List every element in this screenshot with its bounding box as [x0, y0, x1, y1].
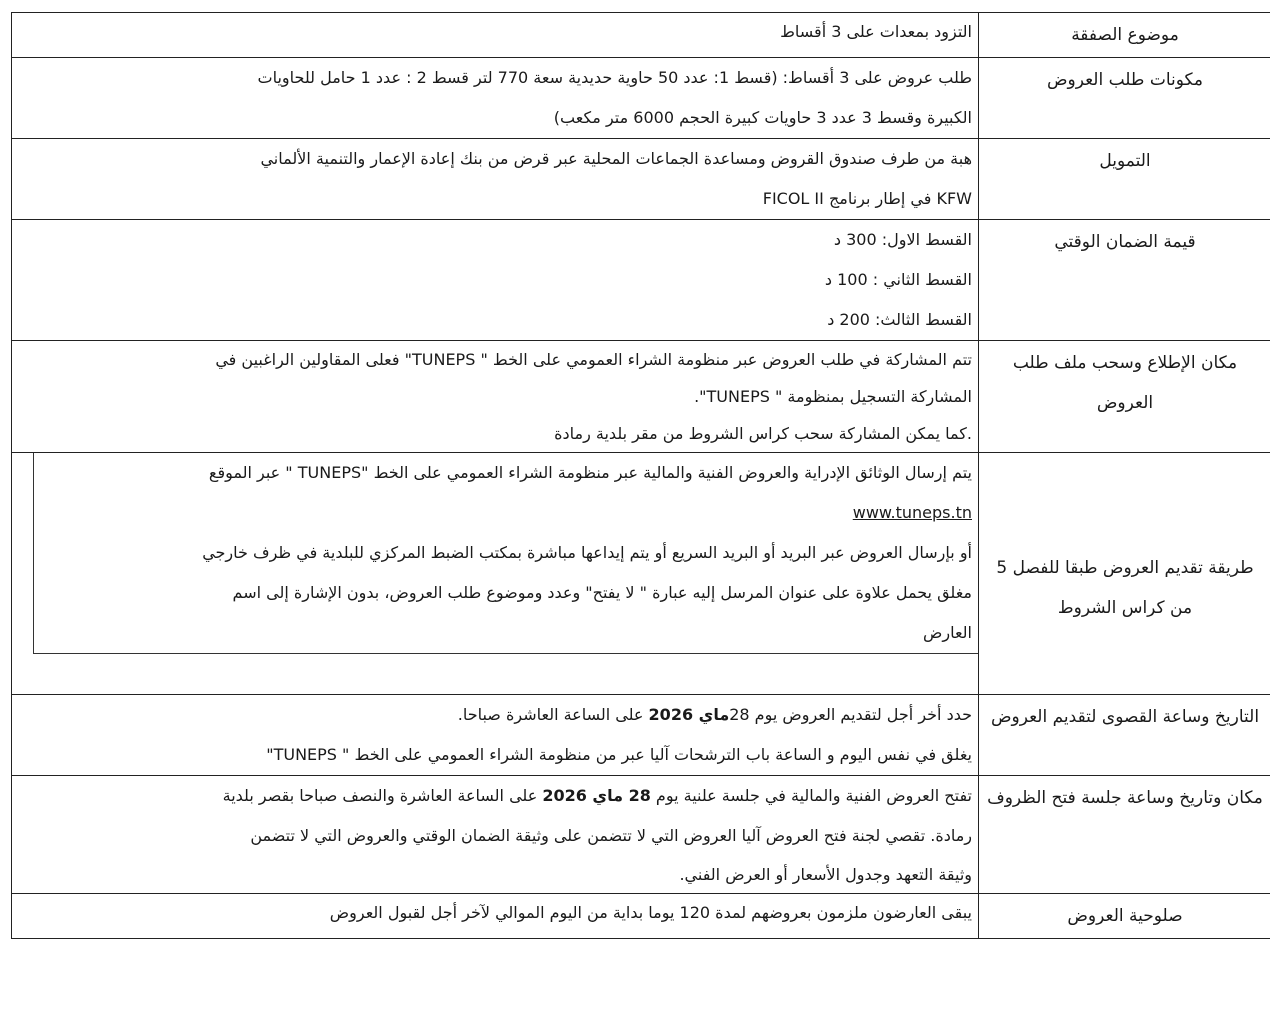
tender-notice-document: [11, 12, 1263, 939]
value-line: وثيقة التعهد وجدول الأسعار أو العرض الفني.: [679, 865, 972, 884]
row-value-funding: [12, 139, 979, 220]
opening-text-c: على الساعة العاشرة والنصف صباحا بقصر بلدية: [222, 786, 543, 805]
row-value-submission: [12, 453, 979, 695]
table-row: [12, 894, 1270, 939]
table-row: [12, 220, 1270, 341]
value-line: القسط الثاني : 100 د: [824, 270, 972, 289]
table-row: [12, 58, 1270, 139]
value-line: هبة من طرف صندوق القروض ومساعدة الجماعات المحلية عبر قرض من بنك إعادة الإعمار والتنمية الألماني: [260, 149, 972, 168]
row-label-access: مكان الإطلاع وسحب ملف طلب العروض: [979, 341, 1270, 453]
row-label-funding: التمويل: [979, 139, 1270, 220]
row-label-components: مكونات طلب العروض: [979, 58, 1270, 139]
opening-date: 28 ماي 2026: [542, 786, 651, 805]
value-line: المشاركة التسجيل بمنظومة " TUNEPS".: [694, 387, 972, 406]
table-row: [12, 341, 1270, 453]
value-line: KFW في إطار برنامج FICOL II: [762, 189, 972, 208]
table-row: [12, 13, 1270, 58]
value-line: رمادة. تقصي لجنة فتح العروض آليا العروض التي لا تتضمن على وثيقة الضمان الوقتي والعروض التي لا تتضمن: [250, 826, 972, 845]
deadline-text-a: حدد أخر أجل لتقديم العروض يوم 28: [729, 705, 972, 724]
value-line: تتم المشاركة في طلب العروض عبر منظومة الشراء العمومي على الخط " TUNEPS" فعلى المقاولين الراغبين في: [215, 350, 972, 369]
row-label-guarantee: قيمة الضمان الوقتي: [979, 220, 1270, 341]
deadline-text-c: على الساعة العاشرة صباحا.: [457, 705, 649, 724]
row-value-deadline: [12, 695, 979, 776]
spacer: [12, 654, 978, 694]
value-line: مغلق يحمل علاوة على عنوان المرسل إليه عبارة " لا يفتح" وعدد وموضوع طلب العروض، بدون الإشارة إلى اسم: [232, 583, 972, 602]
value-line: يتم إرسال الوثائق الإدراية والعروض الفنية والمالية عبر منظومة الشراء العمومي على الخط "TUNEPS " عبر الموقع: [208, 463, 972, 482]
table-row: [12, 695, 1270, 776]
row-value-subject: [12, 13, 979, 58]
value-line: .كما يمكن المشاركة سحب كراس الشروط من مقر بلدية رمادة: [554, 424, 972, 443]
tuneps-link[interactable]: www.tuneps.tn: [852, 503, 972, 522]
opening-text-a: تفتح العروض الفنية والمالية في جلسة علنية يوم: [650, 786, 972, 805]
value-line: التزود بمعدات على 3 أقساط: [780, 22, 972, 41]
row-label-validity: صلوحية العروض: [979, 894, 1270, 939]
row-value-validity: [12, 894, 979, 939]
tender-details-table: [11, 12, 1270, 939]
value-line: [12, 695, 978, 735]
value-line: الكبيرة وقسط 3 عدد 3 حاويات كبيرة الحجم 6000 متر مكعب): [553, 108, 972, 127]
row-label-opening: مكان وتاريخ وساعة جلسة فتح الظروف: [979, 776, 1270, 894]
table-row: [12, 139, 1270, 220]
value-line: [12, 776, 978, 816]
value-line: يبقى العارضون ملزمون بعروضهم لمدة 120 يوما بداية من اليوم الموالي لآخر أجل لقبول العروض: [329, 903, 972, 922]
row-label-subject: موضوع الصفقة: [979, 13, 1270, 58]
value-line: القسط الثالث: 200 د: [827, 310, 972, 329]
value-line: أو بإرسال العروض عبر البريد أو البريد السريع أو يتم إيداعها مباشرة بمكتب الضبط المركزي للبلدية في ظرف خارجي: [202, 543, 972, 562]
value-line: العارض: [923, 623, 972, 642]
row-value-access: [12, 341, 979, 453]
value-line: طلب عروض على 3 أقساط: (قسط 1: عدد 50 حاوية حديدية سعة 770 لتر قسط 2 : عدد 1 حامل للحاويات: [257, 68, 972, 87]
row-value-guarantee: [12, 220, 979, 341]
value-line: يغلق في نفس اليوم و الساعة باب الترشحات آليا عبر من منظومة الشراء العمومي على الخط " TUNEPS": [266, 745, 972, 764]
row-value-components: [12, 58, 979, 139]
table-row: [12, 776, 1270, 894]
deadline-date: ماي 2026: [648, 705, 730, 724]
row-label-submission: طريقة تقديم العروض طبقا للفصل 5 من كراس الشروط: [979, 453, 1270, 695]
submission-inner-box: [33, 453, 978, 654]
row-value-opening: [12, 776, 979, 894]
table-row: [12, 453, 1270, 695]
value-line: القسط الاول: 300 د: [833, 230, 972, 249]
row-label-deadline: التاريخ وساعة القصوى لتقديم العروض: [979, 695, 1270, 776]
